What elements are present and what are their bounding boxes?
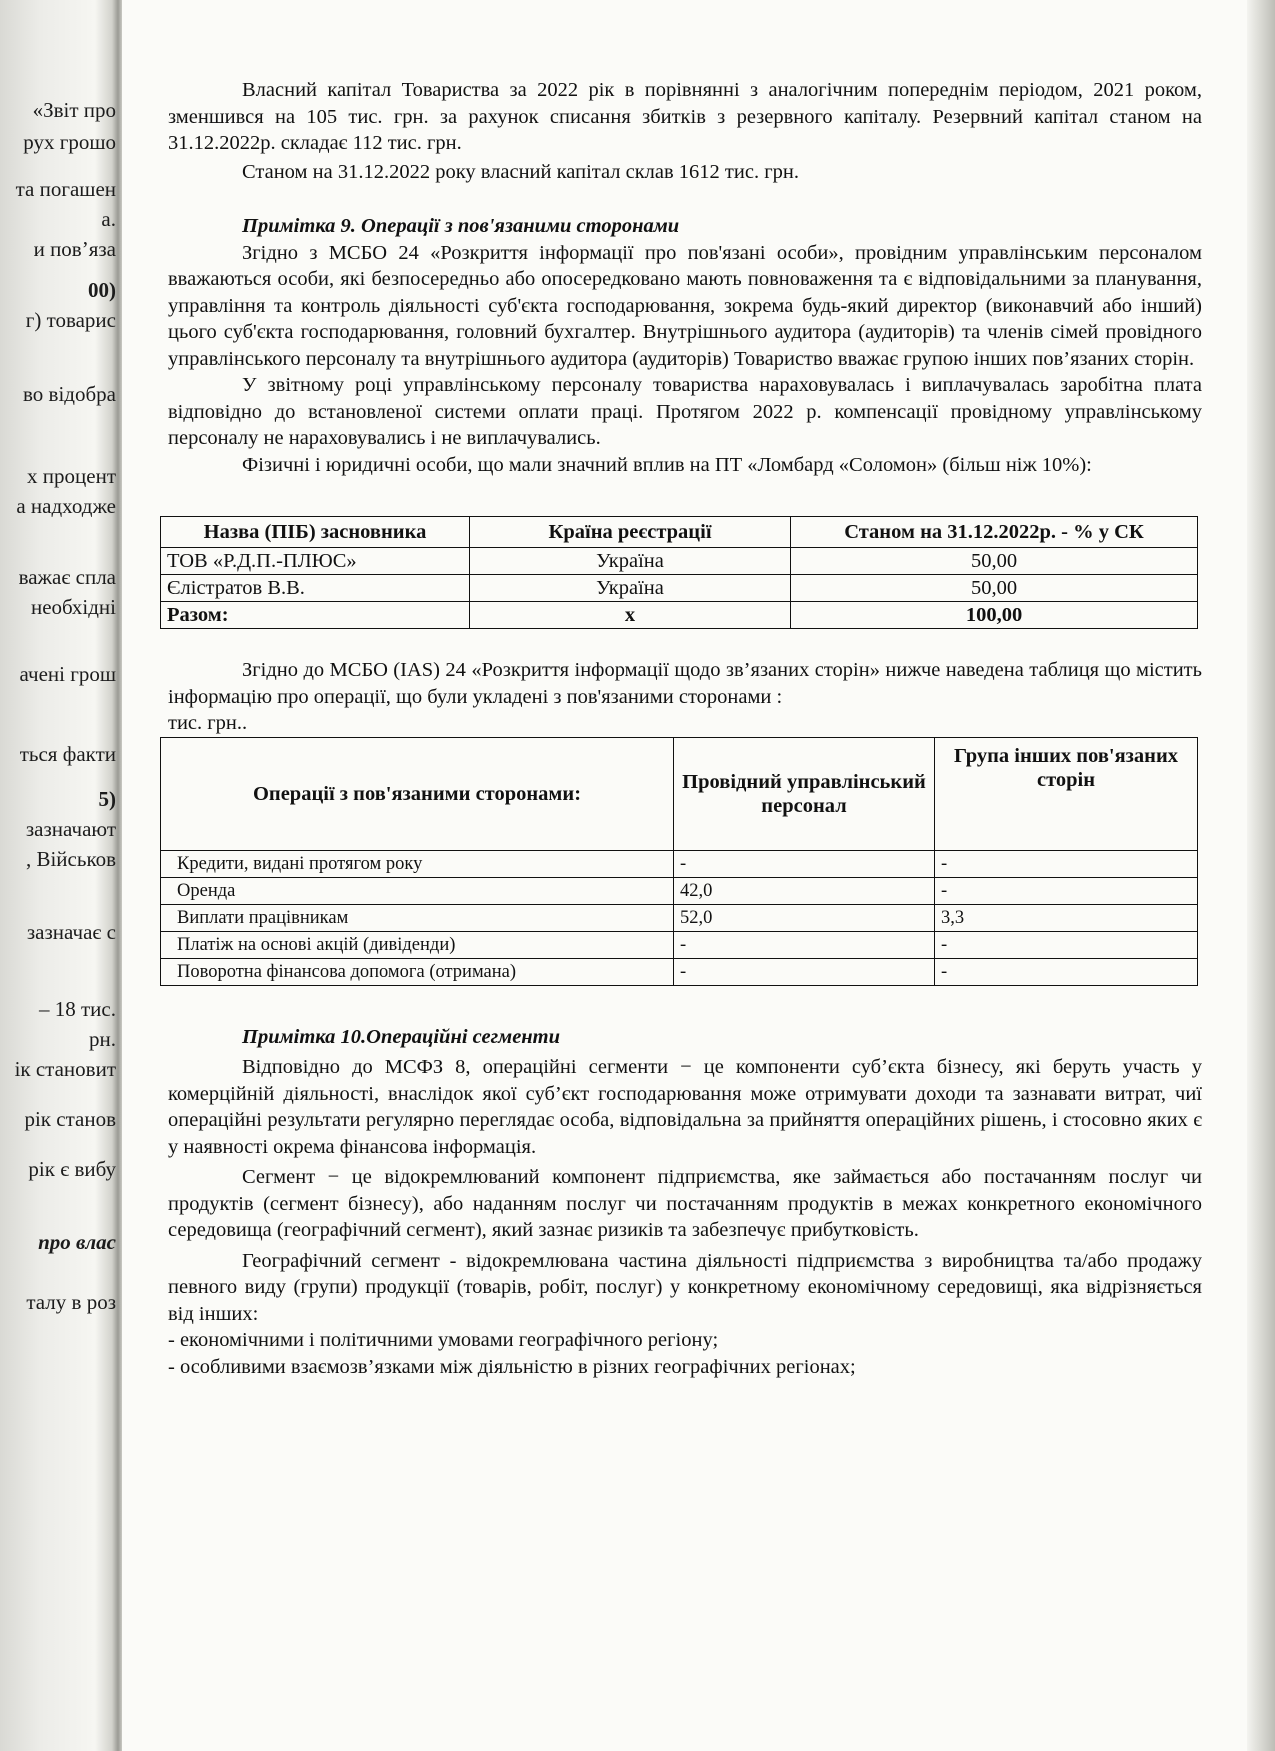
paragraph-equity-total: Станом на 31.12.2022 року власний капітал склав 1612 тис. грн. bbox=[242, 160, 799, 183]
owner-name-cell: ТОВ «Р.Д.П.-ПЛЮС» bbox=[161, 548, 470, 575]
header-key-personnel: Провідний управлінський персонал bbox=[674, 737, 935, 850]
paragraph-equity: Власний капітал Товариства за 2022 рік в порівнянні з аналогічним попереднім періодом, 2021 роком, зменшився на 105 тис. грн. за рахунок списання збитків з резервного капіталу. Резервний капітал станом на 31.12.2022р. складає 112 тис. грн. bbox=[168, 79, 1202, 154]
paragraph-segments: Відповідно до МСФЗ 8, операційні сегменти − це компоненти суб’єкта бізнесу, які беруть участь у комерційній діяльності, внаслідок якої суб’єкт господарювання може отримувати доходи та зазнавати витрат, чиї операційні результати регулярно переглядає особа, відповідальна за прийняття операційних рішень, і стосовно яких є у наявності окрема фінансова інформація. bbox=[168, 1056, 1202, 1158]
operation-cell: Кредити, видані протягом року bbox=[161, 850, 674, 877]
key-personnel-value-cell: 42,0 bbox=[674, 877, 935, 904]
other-parties-value-cell: 3,3 bbox=[935, 904, 1198, 931]
adjacent-page-text-fragment: та погашен bbox=[15, 177, 116, 201]
paragraph-compensation: У звітному році управлінському персоналу товариства нараховувалась і виплачувалась заробітна плата відповідно до встановленої системи оплати праці. Протягом 2022 р. компенсації провідному управлінському персоналу не нараховувались і не виплачувались. bbox=[168, 374, 1202, 449]
note9-heading: Примітка 9. Операції з пов'язаними сторонами bbox=[242, 215, 680, 237]
header-country: Країна реєстрації bbox=[470, 517, 791, 548]
adjacent-page-text-fragment: 00) bbox=[88, 278, 116, 302]
owners-table bbox=[160, 516, 1198, 629]
other-parties-value-cell: - bbox=[935, 877, 1198, 904]
key-personnel-value-cell: - bbox=[674, 850, 935, 877]
adjacent-page-text-fragment: х процент bbox=[27, 464, 116, 488]
adjacent-page-text-fragment: и пов’яза bbox=[33, 237, 116, 261]
owners-table-header bbox=[161, 517, 1198, 548]
table-row bbox=[161, 931, 1198, 958]
paragraph-related-parties: Згідно з МСБО 24 «Розкриття інформації про пов'язані особи», провідним управлінським персоналом вважаються особи, які безпосередньо або опосередковано мають повноваження та є відповідальними за планування, управління та контроль діяльності суб'єкта господарювання, зокрема будь-який директор (виконавчий або інший) цього суб'єкта господарювання, головний бухгалтер. Внутрішнього аудитора (аудиторів) та членів сімей провідного управлінського персоналу та внутрішнього аудитора (аудиторів) Товариство вважає групою інших пов’язаних сторін. bbox=[168, 241, 1202, 370]
header-share: Станом на 31.12.2022р. - % у СК bbox=[791, 517, 1198, 548]
adjacent-page-text-fragment: г) товарис bbox=[25, 308, 116, 332]
adjacent-page-text-fragment: ачені грош bbox=[19, 662, 116, 686]
adjacent-page-text-fragment: а надходже bbox=[16, 494, 116, 518]
table-row bbox=[161, 877, 1198, 904]
adjacent-page-text-fragment: рік станов bbox=[24, 1107, 116, 1131]
adjacent-page-text-fragment: 5) bbox=[98, 787, 116, 811]
table-row bbox=[161, 575, 1198, 602]
total-row bbox=[161, 602, 1198, 629]
paragraph-owners-intro: Фізичні і юридичні особи, що мали значний вплив на ПТ «Ломбард «Соломон» (більш ніж 10%): bbox=[242, 453, 1092, 476]
share-cell: 50,00 bbox=[791, 548, 1198, 575]
paragraph-operations-intro: Згідно до МСБО (IAS) 24 «Розкриття інформації щодо зв’язаних сторін» нижче наведена таблиця що містить інформацію про операції, що були укладені з пов'язаними сторонами : bbox=[168, 659, 1202, 708]
adjacent-page-text-fragment: а. bbox=[101, 207, 116, 231]
adjacent-page-text-fragment: рік є вибу bbox=[28, 1157, 116, 1181]
adjacent-page-text-fragment: зазначає с bbox=[26, 920, 116, 944]
page-edge-shadow bbox=[1247, 0, 1275, 1751]
adjacent-page-text-fragment: «Звіт про bbox=[32, 98, 116, 122]
header-other-parties: Група інших пов'язаних сторін bbox=[935, 737, 1198, 850]
table-row bbox=[161, 904, 1198, 931]
table-row bbox=[161, 850, 1198, 877]
country-cell: Україна bbox=[470, 548, 791, 575]
table-row bbox=[161, 548, 1198, 575]
operation-cell: Платіж на основі акцій (дивіденди) bbox=[161, 931, 674, 958]
adjacent-page-text-fragment: рн. bbox=[89, 1027, 116, 1051]
owner-name-cell: Єлістратов В.В. bbox=[161, 575, 470, 602]
other-parties-value-cell: - bbox=[935, 931, 1198, 958]
adjacent-page-text-fragment: во відобра bbox=[23, 382, 116, 406]
list-item: - особливими взаємозв’язками між діяльністю в різних географічних регіонах; bbox=[168, 1355, 856, 1378]
operations-table bbox=[160, 737, 1198, 986]
paragraph-geographic-segment: Географічний сегмент - відокремлювана частина діяльності підприємства з виробництва та/або продажу певного виду (групи) продукції (товарів, робіт, послуг) у конкретному економічному середовищі, яка відрізняється від інших: bbox=[168, 1249, 1202, 1325]
adjacent-page-text-fragment: про влас bbox=[38, 1230, 116, 1254]
adjacent-page-text-fragment: ться факти bbox=[19, 742, 116, 766]
adjacent-page-text-fragment: талу в роз bbox=[26, 1290, 116, 1314]
adjacent-page-text-fragment: рух грошо bbox=[23, 130, 116, 154]
operation-cell: Оренда bbox=[161, 877, 674, 904]
key-personnel-value-cell: 52,0 bbox=[674, 904, 935, 931]
share-cell: 50,00 bbox=[791, 575, 1198, 602]
country-cell: Україна bbox=[470, 575, 791, 602]
total-share-cell: 100,00 bbox=[791, 602, 1198, 629]
unit-label: тис. грн.. bbox=[168, 712, 248, 734]
document-page bbox=[168, 0, 1202, 1380]
list-item: - економічними і політичними умовами географічного регіону; bbox=[168, 1329, 719, 1351]
note10-heading: Примітка 10.Операційні сегменти bbox=[242, 1025, 561, 1048]
operations-table-header bbox=[161, 737, 1198, 850]
other-parties-value-cell: - bbox=[935, 850, 1198, 877]
total-country-cell: x bbox=[470, 602, 791, 629]
header-owner-name: Назва (ПІБ) засновника bbox=[161, 517, 470, 548]
header-operations: Операції з пов'язаними сторонами: bbox=[161, 737, 674, 850]
key-personnel-value-cell: - bbox=[674, 931, 935, 958]
key-personnel-value-cell: - bbox=[674, 958, 935, 985]
operation-cell: Поворотна фінансова допомога (отримана) bbox=[161, 958, 674, 985]
adjacent-page-text-fragment: важає спла bbox=[18, 565, 116, 589]
other-parties-value-cell: - bbox=[935, 958, 1198, 985]
adjacent-page-text-fragment: необхідні bbox=[30, 595, 116, 619]
table-row bbox=[161, 958, 1198, 985]
adjacent-page-text-fragment: , Військов bbox=[25, 847, 116, 871]
adjacent-page-text-fragment: зазначают bbox=[25, 817, 116, 841]
adjacent-page-text-fragment: ік становит bbox=[14, 1057, 116, 1081]
adjacent-page-text-fragment: – 18 тис. bbox=[39, 997, 116, 1021]
paragraph-segment-definition: Сегмент − це відокремлюваний компонент підприємства, яке займається або постачанням послуг чи продуктів (сегмент бізнесу), або наданням послуг чи постачанням продуктів в межах конкретного економічного середовища (географічний сегмент), який зазнає ризиків та забезпечує прибутковість. bbox=[168, 1166, 1202, 1241]
total-label-cell: Разом: bbox=[161, 602, 470, 629]
operation-cell: Виплати працівникам bbox=[161, 904, 674, 931]
adjacent-page-strip bbox=[0, 0, 122, 1751]
